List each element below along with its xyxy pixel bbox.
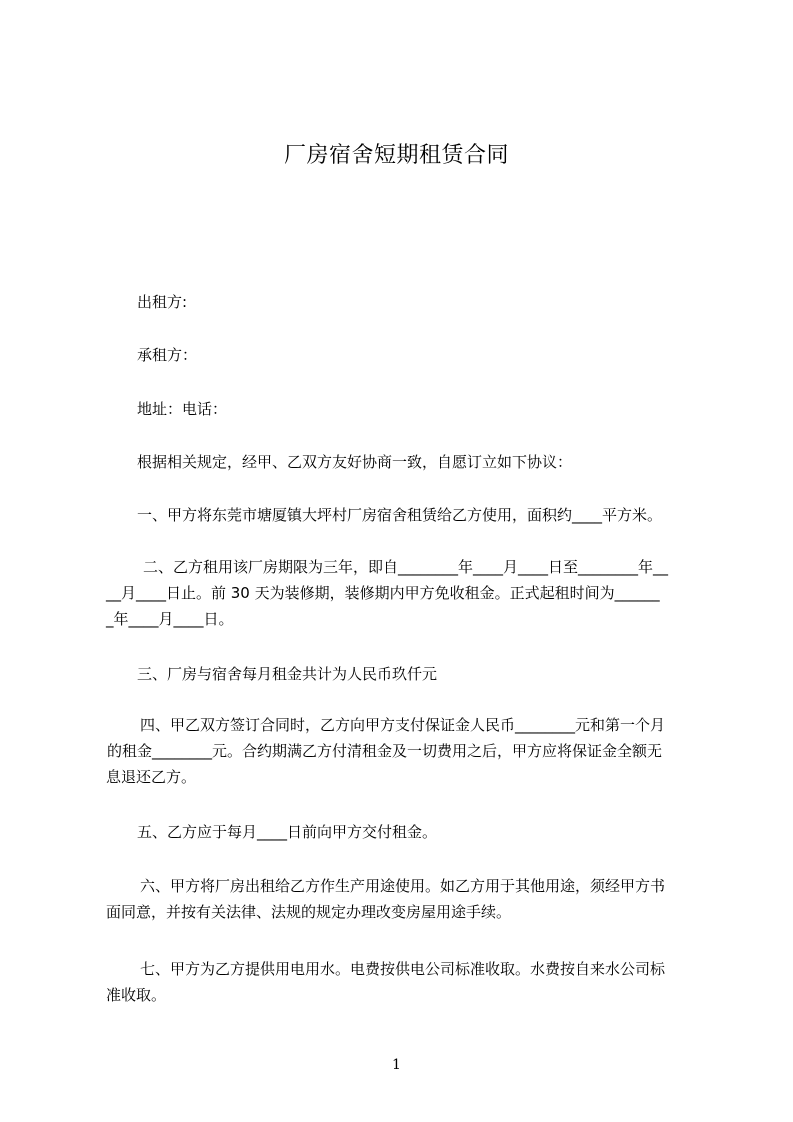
clause-3: 三、厂房与宿舍每月租金共计为人民币玖仟元: [137, 665, 438, 683]
page-number: 1: [392, 1057, 401, 1073]
document-title: 厂房宿舍短期租赁合同: [283, 143, 509, 168]
address-phone-label: 地址：电话：: [137, 400, 228, 418]
clause-4: [106, 712, 702, 790]
clause-7-line-2: 准收取。: [106, 986, 167, 1004]
clause-7-line-1: 七、甲方为乙方提供用电用水。电费按供电公司标准收取。水费按自来水公司标: [140, 960, 666, 978]
clause-7: [106, 956, 702, 1008]
clause-4-line-1: 四、甲乙双方签订合同时，乙方向甲方支付保证金人民币________元和第一个月: [140, 716, 666, 734]
clause-2: [106, 554, 702, 632]
clause-6-line-2: 面同意，并按有关法律、法规的规定办理改变房屋用途手续。: [106, 903, 512, 921]
preamble: 根据相关规定，经甲、乙双方友好协商一致，自愿订立如下协议：: [137, 453, 573, 471]
clause-2-line-2: __月____日止。前 30 天为装修期，装修期内甲方免收租金。正式起租时间为______: [106, 584, 660, 602]
clause-6: [106, 873, 702, 925]
clause-5: 五、乙方应于每月____日前向甲方交付租金。: [137, 823, 438, 841]
clause-4-line-2: 的租金________元。合约期满乙方付清租金及一切费用之后，甲方应将保证金全额无: [107, 742, 663, 760]
clause-2-line-1: 二、乙方租用该厂房期限为三年，即自________年____月____日至________年__: [143, 558, 669, 576]
clause-2-line-3: _年____月____日。: [106, 610, 234, 628]
clause-4-line-3: 息退还乙方。: [106, 768, 197, 786]
lessee-label: 承租方：: [137, 346, 198, 364]
clause-6-line-1: 六、甲方将厂房出租给乙方作生产用途使用。如乙方用于其他用途，须经甲方书: [140, 877, 666, 895]
lessor-label: 出租方:: [137, 293, 188, 311]
clause-1: 一、甲方将东莞市塘厦镇大坪村厂房宿舍租赁给乙方使用，面积约____平方米。: [137, 506, 663, 524]
